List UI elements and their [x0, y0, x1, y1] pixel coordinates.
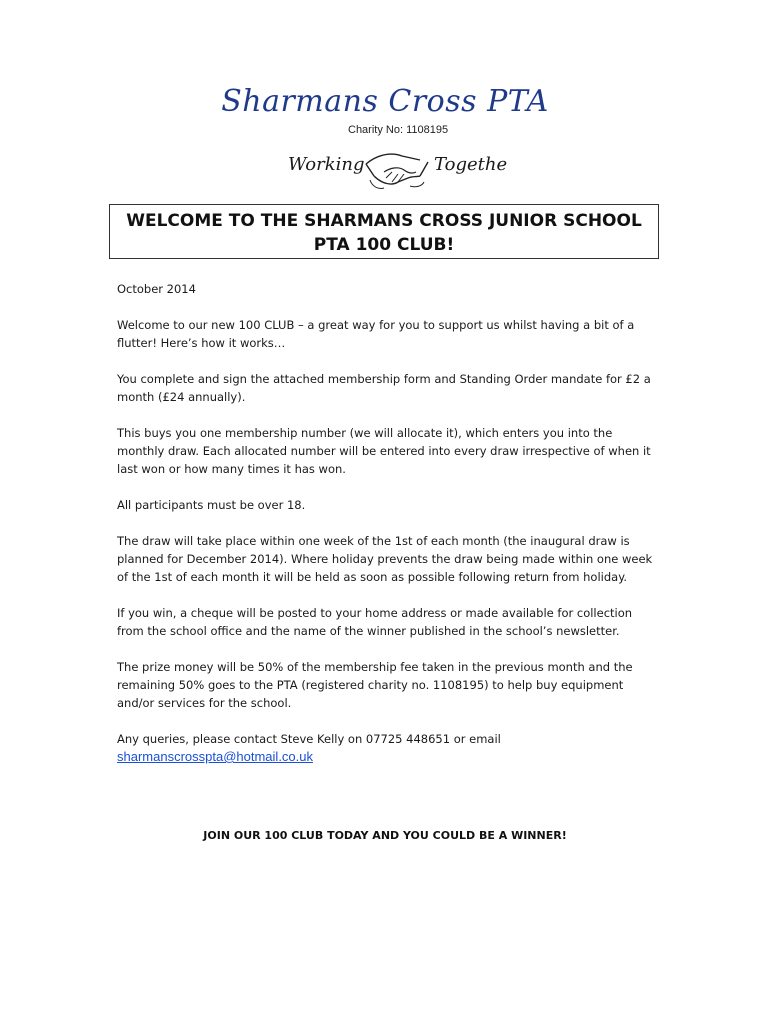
page-title	[109, 204, 659, 259]
title-line-2: PTA 100 CLUB!	[313, 235, 455, 255]
paragraph-membership-form: You complete and sign the attached membership form and Standing Order mandate for £2 a month (£24 annually).	[117, 372, 651, 404]
date-line: October 2014	[117, 282, 196, 296]
contact-text: Any queries, please contact Steve Kelly on 07725 448651 or email	[117, 732, 501, 746]
closing-callout: JOIN OUR 100 CLUB TODAY AND YOU COULD BE A WINNER!	[203, 829, 567, 842]
paragraph-age: All participants must be over 18.	[117, 498, 306, 512]
paragraph-membership-number: This buys you one membership number (we will allocate it), which enters you into the monthly draw. Each allocated number will be entered into every draw irrespective of when it last won or how many times it has won.	[117, 426, 651, 476]
paragraph-contact	[117, 730, 662, 766]
email-link[interactable]: sharmanscrosspta@hotmail.co.uk	[117, 749, 313, 764]
motto-left: Working	[288, 154, 365, 175]
body-text	[117, 280, 662, 766]
org-name: Sharmans Cross PTA	[221, 84, 549, 119]
title-line-1: WELCOME TO THE SHARMANS CROSS JUNIOR SCHOOL	[126, 211, 642, 231]
handshake-icon	[362, 150, 432, 192]
motto-right: Togethe	[434, 154, 508, 175]
paragraph-winning: If you win, a cheque will be posted to your home address or made available for collection from the school office and the name of the winner published in the school’s newsletter.	[117, 606, 633, 638]
charity-number: Charity No: 1108195	[348, 124, 449, 136]
paragraph-prize: The prize money will be 50% of the membership fee taken in the previous month and the remaining 50% goes to the PTA (registered charity no. 1108195) to help buy equipment and/or services for the school.	[117, 660, 633, 710]
paragraph-draw: The draw will take place within one week of the 1st of each month (the inaugural draw is planned for December 2014). Where holiday prevents the draw being made within one week of the 1st of each month it will be held as soon as possible following return from holiday.	[117, 534, 653, 584]
paragraph-intro: Welcome to our new 100 CLUB – a great way for you to support us whilst having a bit of a flutter! Here’s how it works…	[117, 318, 635, 350]
